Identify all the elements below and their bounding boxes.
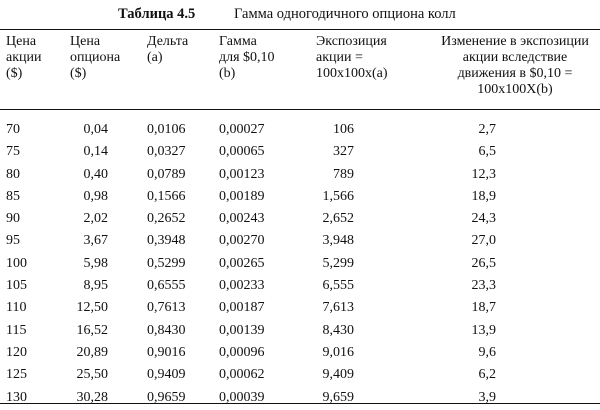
cell-delta: 0,3948 — [147, 233, 186, 249]
header-gamma — [219, 34, 275, 82]
header-line: акции вследствие — [462, 50, 568, 65]
header-line: для $0,10 — [219, 50, 275, 65]
cell-stock-price: 90 — [6, 211, 20, 227]
table-row — [0, 387, 600, 409]
cell-exposure: 789 — [333, 166, 354, 182]
table-row — [0, 364, 600, 386]
cell-option-price: 0,40 — [83, 166, 108, 182]
cell-gamma: 0,00123 — [219, 166, 265, 182]
cell-gamma: 0,00065 — [219, 144, 265, 160]
cell-delta: 0,5299 — [147, 255, 186, 271]
cell-delta: 0,0327 — [147, 144, 186, 160]
cell-option-price: 0,04 — [83, 122, 108, 137]
cell-exposure-change: 12,3 — [471, 166, 496, 182]
table-row — [0, 230, 600, 252]
table-row — [0, 253, 600, 275]
cell-exposure: 106 — [333, 122, 354, 137]
header-line: 100x100X(b) — [477, 82, 553, 97]
header-line: движения в $0,10 = — [457, 66, 573, 81]
cell-exposure-change: 27,0 — [471, 233, 496, 249]
cell-delta: 0,8430 — [147, 322, 186, 338]
cell-exposure: 3,948 — [322, 233, 354, 249]
cell-exposure-change: 23,3 — [471, 278, 496, 294]
cell-gamma: 0,00189 — [219, 188, 265, 204]
cell-exposure-change: 6,5 — [478, 144, 496, 160]
cell-stock-price: 105 — [6, 278, 27, 294]
cell-stock-price: 115 — [6, 322, 27, 338]
table-row — [0, 119, 600, 141]
cell-gamma: 0,00027 — [219, 122, 265, 137]
cell-exposure-change: 18,9 — [471, 188, 496, 204]
cell-stock-price: 125 — [6, 367, 27, 383]
header-option-price — [70, 34, 120, 82]
header-line: ($) — [6, 66, 23, 81]
header-delta — [147, 34, 188, 66]
header-exposure-change — [430, 34, 600, 98]
table-body — [0, 119, 600, 409]
header-line: Изменение в экспозиции — [441, 34, 589, 49]
cell-exposure: 9,409 — [322, 367, 354, 383]
table-row — [0, 320, 600, 342]
cell-option-price: 8,95 — [83, 278, 108, 294]
cell-gamma: 0,00243 — [219, 211, 265, 227]
cell-gamma: 0,00039 — [219, 389, 265, 405]
cell-exposure-change: 9,6 — [478, 344, 496, 360]
cell-delta: 0,1566 — [147, 188, 186, 204]
cell-delta: 0,9016 — [147, 344, 186, 360]
cell-exposure: 9,659 — [322, 389, 354, 405]
cell-exposure: 8,430 — [322, 322, 354, 338]
table-number: Таблица 4.5 — [118, 6, 196, 22]
table-title: Гамма одногодичного опциона колл — [234, 6, 456, 22]
cell-delta: 0,9659 — [147, 389, 186, 405]
cell-delta: 0,2652 — [147, 211, 186, 227]
cell-stock-price: 100 — [6, 255, 27, 271]
header-line: (b) — [219, 66, 236, 81]
cell-stock-price: 110 — [6, 300, 27, 316]
cell-exposure-change: 13,9 — [471, 322, 496, 338]
table-row — [0, 141, 600, 163]
cell-exposure: 1,566 — [322, 188, 354, 204]
cell-exposure-change: 26,5 — [471, 255, 496, 271]
header-line: (a) — [147, 50, 163, 65]
cell-stock-price: 85 — [6, 188, 20, 204]
cell-exposure-change: 3,9 — [478, 389, 496, 405]
cell-exposure-change: 24,3 — [471, 211, 496, 227]
header-line: акции = — [316, 50, 363, 65]
header-line: Цена — [6, 34, 37, 49]
cell-stock-price: 130 — [6, 389, 27, 405]
cell-gamma: 0,00233 — [219, 278, 265, 294]
header-line: акции — [6, 50, 42, 65]
cell-exposure: 2,652 — [322, 211, 354, 227]
table-row — [0, 297, 600, 319]
cell-stock-price: 70 — [6, 122, 20, 137]
cell-delta: 0,0789 — [147, 166, 186, 182]
cell-gamma: 0,00139 — [219, 322, 265, 338]
cell-gamma: 0,00062 — [219, 367, 265, 383]
table-row — [0, 342, 600, 364]
header-line: Гамма — [219, 34, 257, 49]
cell-exposure-change: 18,7 — [471, 300, 496, 316]
cell-stock-price: 120 — [6, 344, 27, 360]
header-line: ($) — [70, 66, 87, 81]
cell-exposure: 327 — [333, 144, 354, 160]
header-line: опциона — [70, 50, 121, 65]
header-line: 100x100x(a) — [316, 66, 388, 81]
cell-option-price: 30,28 — [76, 389, 108, 405]
top-rule — [0, 29, 600, 30]
header-line: Дельта — [147, 34, 189, 49]
header-exposure — [316, 34, 388, 82]
cell-option-price: 16,52 — [76, 322, 108, 338]
cell-stock-price: 95 — [6, 233, 20, 249]
cell-gamma: 0,00096 — [219, 344, 265, 360]
cell-option-price: 25,50 — [76, 367, 108, 383]
cell-exposure: 6,555 — [322, 278, 354, 294]
bottom-rule — [0, 403, 600, 404]
cell-option-price: 5,98 — [83, 255, 108, 271]
header-line: Экспозиция — [316, 34, 387, 49]
table-row — [0, 164, 600, 186]
cell-option-price: 3,67 — [83, 233, 108, 249]
cell-delta: 0,6555 — [147, 278, 186, 294]
cell-stock-price: 75 — [6, 144, 20, 160]
cell-delta: 0,0106 — [147, 122, 186, 137]
header-line: Цена — [70, 34, 101, 49]
cell-stock-price: 80 — [6, 166, 20, 182]
cell-delta: 0,7613 — [147, 300, 186, 316]
header-rule — [0, 109, 600, 110]
table-caption — [0, 6, 600, 26]
cell-exposure: 5,299 — [322, 255, 354, 271]
cell-gamma: 0,00265 — [219, 255, 265, 271]
table-row — [0, 208, 600, 230]
cell-gamma: 0,00187 — [219, 300, 265, 316]
cell-exposure: 9,016 — [322, 344, 354, 360]
table-row — [0, 186, 600, 208]
cell-option-price: 0,98 — [83, 188, 108, 204]
cell-option-price: 2,02 — [83, 211, 108, 227]
cell-exposure: 7,613 — [322, 300, 354, 316]
cell-exposure-change: 6,2 — [478, 367, 496, 383]
header-stock-price — [6, 34, 42, 82]
cell-option-price: 0,14 — [83, 144, 108, 160]
cell-exposure-change: 2,7 — [478, 122, 496, 137]
cell-option-price: 20,89 — [76, 344, 108, 360]
cell-delta: 0,9409 — [147, 367, 186, 383]
cell-option-price: 12,50 — [76, 300, 108, 316]
cell-gamma: 0,00270 — [219, 233, 265, 249]
table-row — [0, 275, 600, 297]
